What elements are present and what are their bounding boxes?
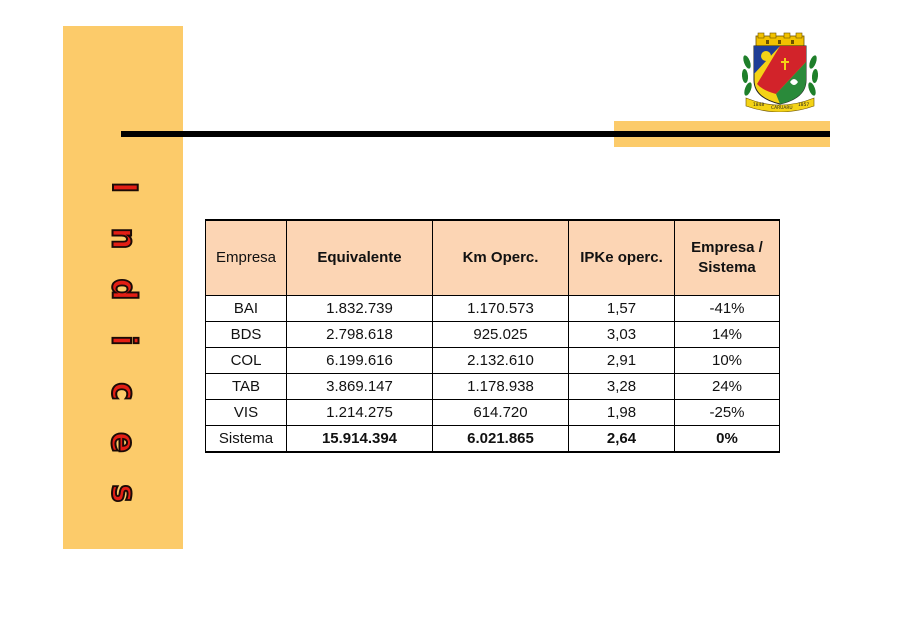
cell-km-operc: 2.132.610 [433, 348, 569, 374]
vertical-title-indices [63, 162, 183, 519]
table-row [206, 374, 780, 400]
cell-km-operc: 1.170.573 [433, 296, 569, 322]
cell-equivalente: 1.214.275 [287, 400, 433, 426]
cell-empresa: BAI [206, 296, 287, 322]
cell-empresa: COL [206, 348, 287, 374]
cell-empresa-sistema: 10% [675, 348, 780, 374]
header-empresa-sistema-line1: Empresa / [691, 239, 763, 256]
cell-km-operc: 6.021.865 [433, 426, 569, 453]
title-letter: s [103, 484, 144, 503]
cell-km-operc: 925.025 [433, 322, 569, 348]
table-row [206, 400, 780, 426]
table-header-row [206, 220, 780, 296]
crown-icon [756, 33, 804, 46]
cell-empresa-sistema: -41% [675, 296, 780, 322]
cell-equivalente: 2.798.618 [287, 322, 433, 348]
header-equivalente: Equivalente [287, 220, 433, 296]
shield-icon [754, 46, 806, 104]
cell-equivalente: 1.832.739 [287, 296, 433, 322]
header-divider [121, 131, 830, 137]
title-letter: n [103, 227, 144, 250]
cell-empresa-sistema: 0% [675, 426, 780, 453]
city-crest-logo [740, 32, 820, 112]
cell-ipke-operc: 1,57 [569, 296, 675, 322]
table-row [206, 322, 780, 348]
table-row [206, 348, 780, 374]
cell-equivalente: 3.869.147 [287, 374, 433, 400]
indices-table [205, 219, 780, 453]
table-row [206, 296, 780, 322]
cell-ipke-operc: 1,98 [569, 400, 675, 426]
cell-km-operc: 1.178.938 [433, 374, 569, 400]
cell-equivalente: 15.914.394 [287, 426, 433, 453]
header-ipke-operc: IPKe operc. [569, 220, 675, 296]
cell-empresa: Sistema [206, 426, 287, 453]
title-letter: d [103, 278, 144, 301]
cell-empresa: BDS [206, 322, 287, 348]
cell-ipke-operc: 2,64 [569, 426, 675, 453]
cell-empresa-sistema: 24% [675, 374, 780, 400]
cell-empresa: TAB [206, 374, 287, 400]
laurel-right-icon [807, 54, 819, 96]
header-empresa-sistema [675, 220, 780, 296]
cell-ipke-operc: 3,28 [569, 374, 675, 400]
title-letter: I [103, 181, 144, 194]
title-letter: c [103, 382, 144, 401]
cell-empresa: VIS [206, 400, 287, 426]
cell-ipke-operc: 3,03 [569, 322, 675, 348]
table-total-row [206, 426, 780, 453]
header-empresa: Empresa [206, 220, 287, 296]
crest-motto-left: 1848 [753, 103, 765, 108]
crest-motto-right: 1857 [798, 103, 810, 108]
title-letter: i [103, 335, 144, 346]
cell-equivalente: 6.199.616 [287, 348, 433, 374]
title-letter: e [103, 432, 144, 453]
cell-empresa-sistema: -25% [675, 400, 780, 426]
cell-ipke-operc: 2,91 [569, 348, 675, 374]
crest-motto-center: CARUARU [771, 106, 793, 111]
header-km-operc: Km Operc. [433, 220, 569, 296]
cell-km-operc: 614.720 [433, 400, 569, 426]
cell-empresa-sistema: 14% [675, 322, 780, 348]
header-empresa-sistema-line2: Sistema [698, 259, 756, 276]
laurel-left-icon [741, 54, 753, 96]
